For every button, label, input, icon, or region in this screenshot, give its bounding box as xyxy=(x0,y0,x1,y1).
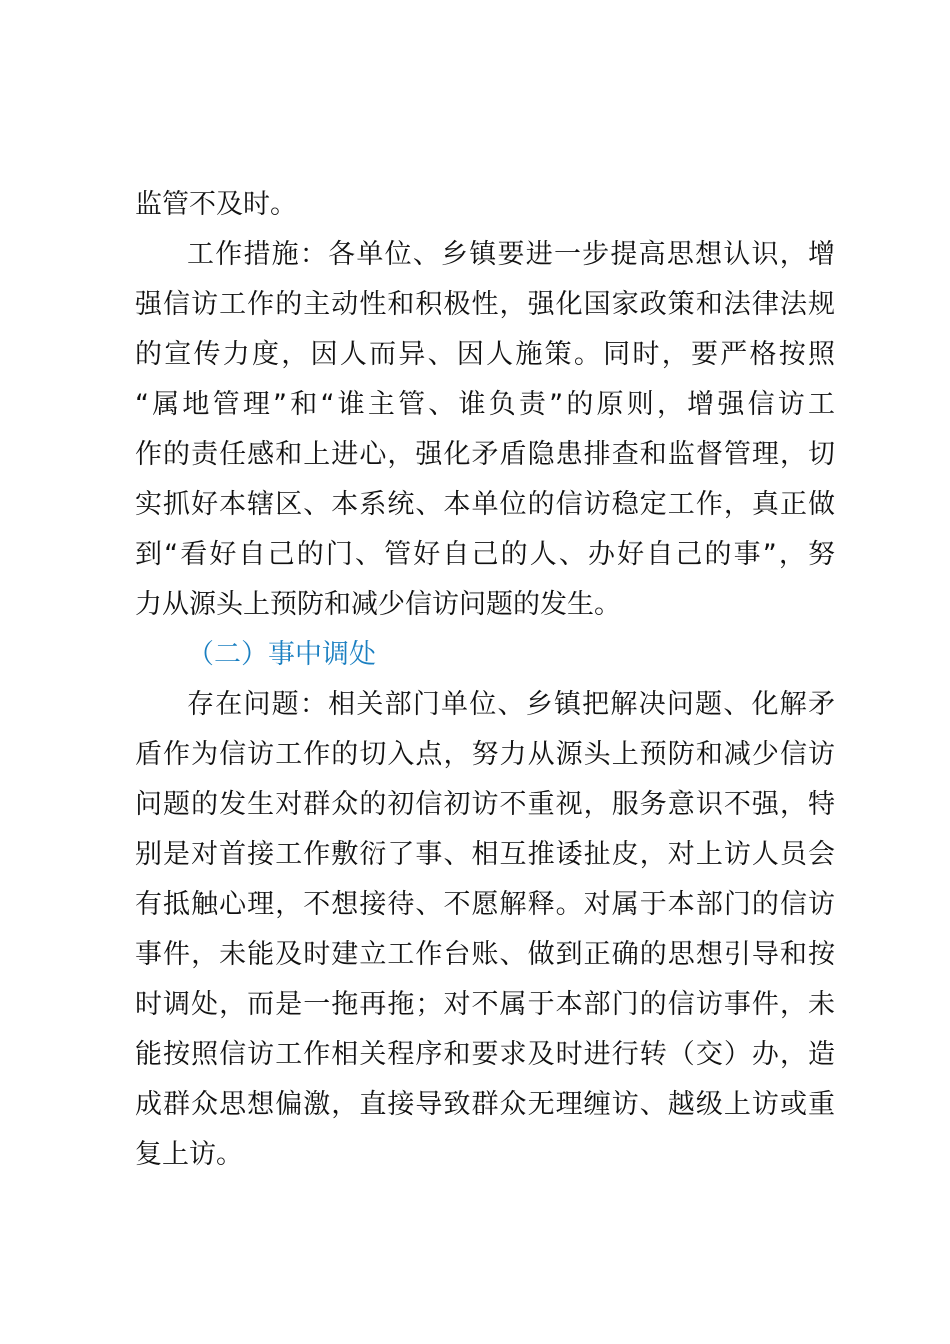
paragraph-line: 有抵触心理，不想接待、不愿解释。对属于本部门的信访 xyxy=(135,889,835,920)
paragraph-line: 力从源头上预防和减少信访问题的发生。 xyxy=(135,589,621,620)
paragraph-line: 时调处，而是一拖再拖；对不属于本部门的信访事件，未 xyxy=(135,989,835,1020)
paragraph-line: 成群众思想偏激，直接导致群众无理缠访、越级上访或重 xyxy=(135,1089,835,1120)
paragraph-line: 监管不及时。 xyxy=(135,189,297,220)
paragraph-line: 事件，未能及时建立工作台账、做到正确的思想引导和按 xyxy=(135,939,835,970)
paragraph-line: 能按照信访工作相关程序和要求及时进行转（交）办，造 xyxy=(135,1039,835,1070)
paragraph-line: “属地管理”和“谁主管、谁负责”的原则，增强信访工 xyxy=(135,389,835,420)
section-heading: （二）事中调处 xyxy=(187,639,376,670)
paragraph-line: 强信访工作的主动性和积极性，强化国家政策和法律法规 xyxy=(135,289,835,320)
paragraph-line: 存在问题：相关部门单位、乡镇把解决问题、化解矛 xyxy=(187,689,835,720)
paragraph-line: 问题的发生对群众的初信初访不重视，服务意识不强，特 xyxy=(135,789,835,820)
paragraph-line: 别是对首接工作敷衍了事、相互推诿扯皮，对上访人员会 xyxy=(135,839,835,870)
paragraph-line: 实抓好本辖区、本系统、本单位的信访稳定工作，真正做 xyxy=(135,489,835,520)
paragraph-line: 作的责任感和上进心，强化矛盾隐患排查和监督管理，切 xyxy=(135,439,835,470)
paragraph-line: 到“看好自己的门、管好自己的人、办好自己的事”，努 xyxy=(135,539,835,570)
paragraph-line: 工作措施：各单位、乡镇要进一步提高思想认识，增 xyxy=(187,239,835,270)
paragraph-line: 的宣传力度，因人而异、因人施策。同时，要严格按照 xyxy=(135,339,835,370)
paragraph-line: 盾作为信访工作的切入点，努力从源头上预防和减少信访 xyxy=(135,739,835,770)
paragraph-line: 复上访。 xyxy=(135,1139,243,1170)
